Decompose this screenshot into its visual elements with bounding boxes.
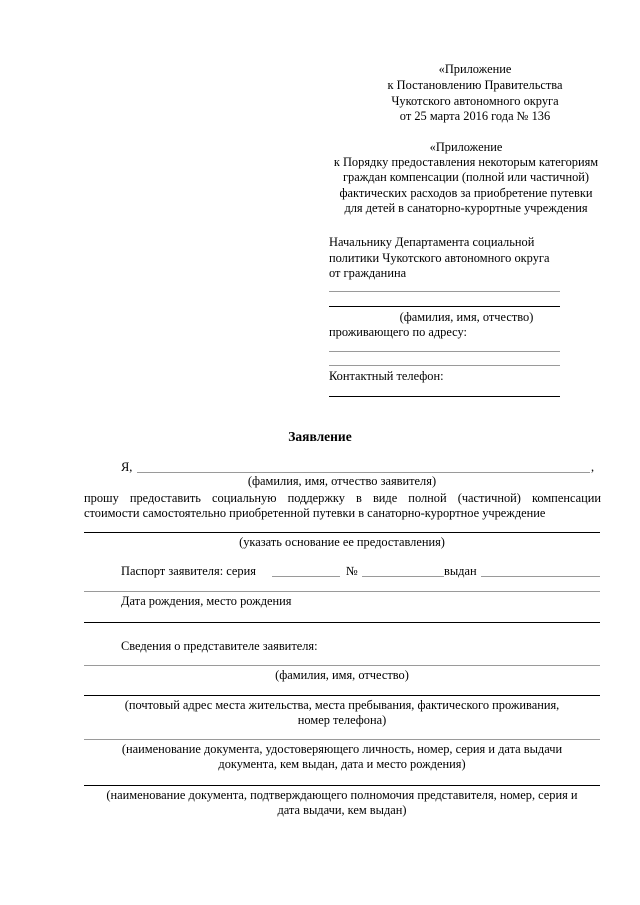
- postal-caption-2: номер телефона): [297, 713, 387, 727]
- rep-authority-line[interactable]: [84, 785, 600, 786]
- passport-issued-line[interactable]: [481, 576, 600, 577]
- authority-caption-2: дата выдачи, кем выдан): [277, 803, 407, 817]
- i-label: Я,: [121, 460, 133, 474]
- citizen-name-line-2[interactable]: [329, 306, 560, 307]
- birth-line[interactable]: [84, 622, 600, 623]
- annex-line-1: «Приложение: [438, 62, 512, 76]
- issued-label: выдан: [444, 564, 477, 578]
- procedure-line-5: для детей в санаторно-курортные учреждения: [344, 201, 588, 215]
- passport-extra-line[interactable]: [84, 591, 600, 592]
- address-label: проживающего по адресу:: [329, 325, 467, 339]
- applicant-name-line[interactable]: [137, 472, 590, 473]
- procedure-line-1: «Приложение: [429, 140, 503, 154]
- passport-number-line[interactable]: [362, 576, 444, 577]
- id-doc-caption-1: (наименование документа, удостоверяющего личность, номер, серия и дата выдачи: [121, 742, 563, 756]
- passport-series-line[interactable]: [272, 576, 340, 577]
- addressee-line-3: от гражданина: [329, 266, 407, 280]
- request-line-2: стоимости самостоятельно приобретенной путевки в санаторно-курортное учреждение: [84, 506, 546, 520]
- annex-line-4: от 25 марта 2016 года № 136: [399, 109, 551, 123]
- phone-label: Контактный телефон:: [329, 369, 444, 383]
- address-line-2[interactable]: [329, 365, 560, 366]
- addressee-line-1: Начальнику Департамента социальной: [329, 235, 535, 249]
- procedure-line-2: к Порядку предоставления некоторым категориям: [333, 155, 599, 169]
- procedure-line-4: фактических расходов за приобретение путевки: [339, 186, 593, 200]
- procedure-line-3: граждан компенсации (полной или частичной): [342, 170, 590, 184]
- number-label: №: [346, 564, 358, 578]
- birth-label: Дата рождения, место рождения: [121, 594, 292, 608]
- citizen-name-line-1[interactable]: [329, 291, 560, 292]
- authority-caption-1: (наименование документа, подтверждающего полномочия представителя, номер, серия и: [106, 788, 578, 802]
- applicant-fio-caption: (фамилия, имя, отчество заявителя): [247, 474, 437, 488]
- representative-label: Сведения о представителе заявителя:: [121, 639, 318, 653]
- phone-line[interactable]: [329, 396, 560, 397]
- basis-line[interactable]: [84, 532, 600, 533]
- rep-id-doc-line[interactable]: [84, 739, 600, 740]
- citizen-fio-caption: (фамилия, имя, отчество): [399, 310, 534, 324]
- basis-caption: (указать основание ее предоставления): [239, 535, 445, 549]
- passport-label: Паспорт заявителя: серия: [121, 564, 256, 578]
- id-doc-caption-2: документа, кем выдан, дата и место рождения): [218, 757, 466, 771]
- request-line-1: прошу предоставить социальную поддержку в виде полной (частичной) компенсации: [84, 491, 601, 505]
- comma: ,: [591, 460, 595, 474]
- rep-name-line[interactable]: [84, 665, 600, 666]
- annex-line-2: к Постановлению Правительства: [387, 78, 563, 92]
- address-line-1[interactable]: [329, 351, 560, 352]
- rep-address-line[interactable]: [84, 695, 600, 696]
- annex-line-3: Чукотского автономного округа: [391, 94, 559, 108]
- addressee-line-2: политики Чукотского автономного округа: [329, 251, 550, 265]
- form-title: Заявление: [288, 429, 352, 444]
- postal-caption-1: (почтовый адрес места жительства, места пребывания, фактического проживания,: [124, 698, 560, 712]
- rep-fio-caption: (фамилия, имя, отчество): [275, 668, 409, 682]
